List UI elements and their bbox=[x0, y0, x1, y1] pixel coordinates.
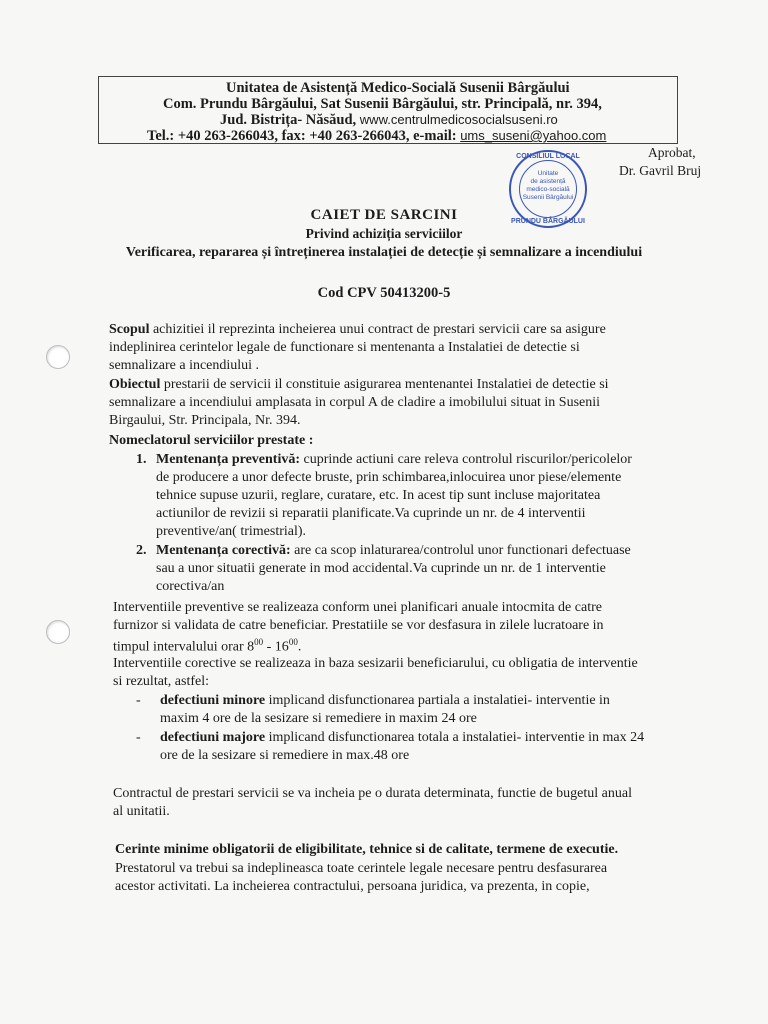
punch-hole-top bbox=[46, 345, 70, 369]
document-title: CAIET DE SARCINI bbox=[310, 207, 458, 223]
contract-line-1: Contractul de prestari servicii se va incheia pe o durata determinata, functie de bugetul anual bbox=[113, 786, 632, 801]
scop-line-2: indeplinirea cerintelor legale de functionare si mentenanta a Instalatiei de detectie si bbox=[109, 340, 580, 355]
item-1-number: 1. bbox=[136, 452, 147, 467]
item-2-line-3: corectiva/an bbox=[156, 579, 225, 594]
item-2-line-1: Mentenanța corectivă: are ca scop inlaturarea/controlul unor functionari defectuase bbox=[156, 543, 631, 558]
letterhead-line-1: Unitatea de Asistență Medico-Socială Susenii Bârgăului bbox=[226, 80, 570, 96]
preventive-line-3: timpul intervalului orar $8^{00} - 16^{00}$. bbox=[113, 637, 302, 655]
preventive-line-2: furnizor si validata de catre beneficiar. Prestatiile se vor desfasura in zilele lucratoare in bbox=[113, 618, 604, 633]
approval-label: Aprobat, bbox=[648, 145, 696, 160]
item-1-line-4: actiunilor de revizii si reparatii planificate.Va cuprinde un nr. de 4 interventii bbox=[156, 506, 586, 521]
nomenclator-heading: Nomeclatorul serviciilor prestate : bbox=[109, 433, 314, 448]
stamp-line-4: Susenii Bârgăului bbox=[522, 194, 574, 201]
minor-line-2: maxim 4 ore de la sesizare si remediere in maxim 24 ore bbox=[160, 711, 477, 726]
item-1-line-3: tehnice supuse uzurii, reglare, curatare, etc. In acest tip sunt incluse majoritatea bbox=[156, 488, 601, 503]
requirements-line-2: acestor activitati. La incheierea contractului, persoana juridica, va prezenta, in copie, bbox=[115, 879, 590, 894]
stamp-top-text: CONSILIUL LOCAL bbox=[516, 153, 580, 160]
scop-line-1: Scopul achizitiei il reprezinta incheierea unui contract de prestari servicii care sa asigure bbox=[109, 322, 606, 337]
cpv-code: Cod CPV 50413200-5 bbox=[317, 285, 451, 301]
minor-dash: - bbox=[136, 693, 141, 708]
website-link[interactable]: www.centrulmedicosocialsuseni.ro bbox=[359, 112, 558, 127]
scop-line-3: semnalizare a incendiului . bbox=[109, 358, 260, 373]
letterhead-line-2: Com. Prundu Bârgăului, Sat Susenii Bârgăului, str. Principală, nr. 394, bbox=[163, 96, 602, 112]
obiect-line-3: Birgaului, Str. Principala, Nr. 394. bbox=[109, 413, 301, 428]
item-2-number: 2. bbox=[136, 543, 147, 558]
item-1-line-2: de producere a unor defecte bruste, prin schimbarea,inlocuirea unor piese/elemente bbox=[156, 470, 622, 485]
minor-line-1: defectiuni minore implicand disfunctionarea partiala a instalatiei- interventie in bbox=[160, 693, 610, 708]
major-dash: - bbox=[136, 730, 141, 745]
stamp-line-2: de asistență bbox=[530, 178, 566, 185]
stamp-line-1: Unitate bbox=[537, 170, 559, 177]
obiect-line-2: semnalizare a incendiului amplasata in corpul A de cladire a imobilului situat in Susenii bbox=[109, 395, 601, 410]
corrective-line-2: si rezultat, astfel: bbox=[113, 674, 210, 689]
item-2-line-2: sau a unor situatii generate in mod accidental.Va cuprinde un nr. de 1 interventie bbox=[156, 561, 606, 576]
document-topic: Verificarea, repararea și întreținerea instalației de detecție și semnalizare a incendiului bbox=[125, 245, 643, 260]
major-line-1: defectiuni majore implicand disfunctionarea totala a instalatiei- interventie in max 24 bbox=[160, 730, 645, 745]
document-subtitle: Privind achiziția serviciilor bbox=[305, 226, 463, 241]
stamp-line-3: medico-socială bbox=[526, 186, 570, 193]
item-1-line-1: Mentenanța preventivă: cuprinde actiuni care releva controlul riscurilor/pericolelor bbox=[156, 452, 632, 467]
email-link[interactable]: ums_suseni@yahoo.com bbox=[460, 128, 607, 143]
letterhead-line-4: Tel.: +40 263-266043, fax: +40 263-266043, e-mail: ums_suseni@yahoo.com bbox=[147, 128, 607, 144]
corrective-line-1: Interventiile corective se realizeaza in baza sesizarii beneficiarului, cu obligatia de interventie bbox=[113, 656, 638, 671]
stamp-bottom-text: PRUNDU BÂRGĂULUI bbox=[511, 218, 585, 225]
obiect-line-1: Obiectul prestarii de servicii il constituie asigurarea mentenantei Instalatiei de detectie si bbox=[109, 377, 609, 392]
requirements-heading: Cerinte minime obligatorii de eligibilitate, tehnice si de calitate, termene de executie. bbox=[115, 842, 619, 857]
requirements-line-1: Prestatorul va trebui sa indeplineasca toate cerintele legale necesare pentru desfasurarea bbox=[115, 861, 608, 876]
preventive-line-1: Interventiile preventive se realizeaza conform unei planificari anuale intocmita de catre bbox=[113, 600, 602, 615]
punch-hole-bottom bbox=[46, 620, 70, 644]
major-line-2: ore de la sesizare si remediere in max.48 ore bbox=[160, 748, 410, 763]
contract-line-2: al unitatii. bbox=[113, 804, 170, 819]
approval-signature-name: Dr. Gavril Bruj bbox=[619, 163, 702, 178]
letterhead-line-3: Jud. Bistrița- Năsăud, www.centrulmedicosocialsuseni.ro bbox=[220, 112, 558, 128]
item-1-line-5: preventive/an( trimestrial). bbox=[156, 524, 307, 539]
